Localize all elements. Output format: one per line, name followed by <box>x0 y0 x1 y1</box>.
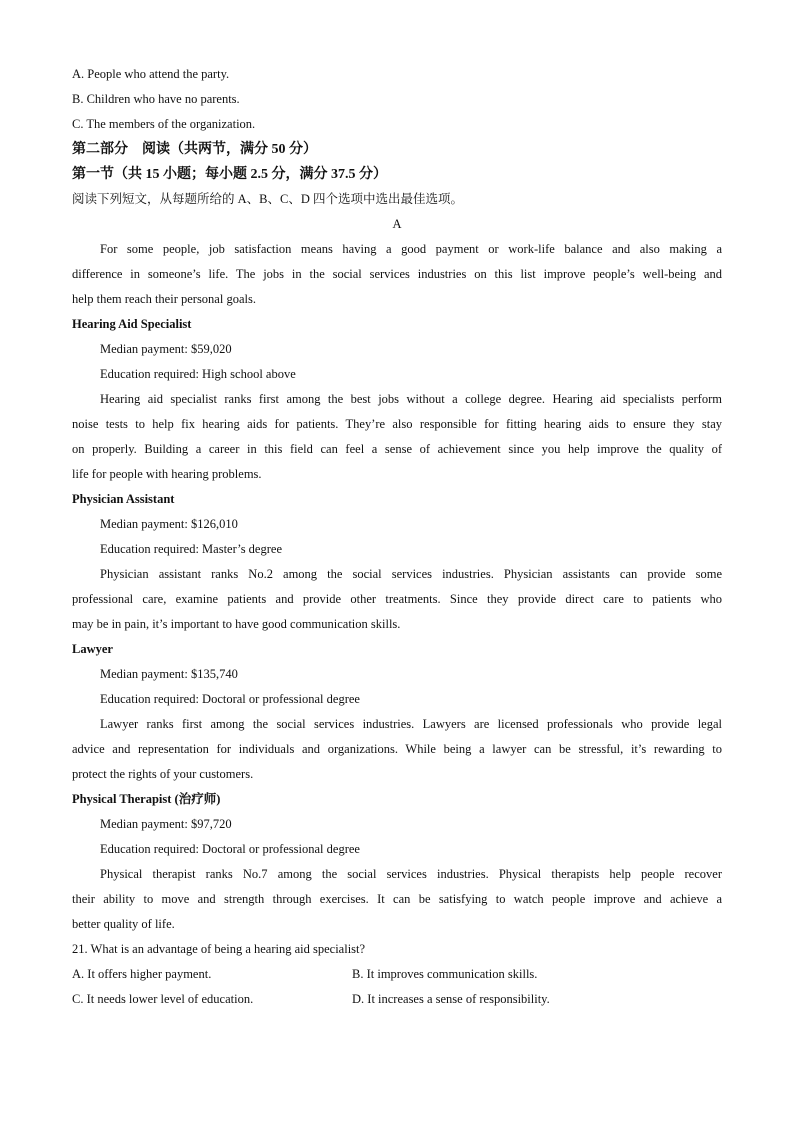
question-options-row <box>72 987 722 1012</box>
option-a: A. It offers higher payment. <box>72 967 212 981</box>
option-c: C. It needs lower level of education. <box>72 992 254 1006</box>
job-desc-line: protect the rights of your customers. <box>72 767 254 781</box>
job-desc-line: better quality of life. <box>72 917 175 931</box>
job-title: Physician Assistant <box>72 492 175 506</box>
part-title: 第二部分 阅读（共两节，满分 50 分） <box>72 142 317 157</box>
question-options-row <box>72 962 722 987</box>
intro-line: help them reach their personal goals. <box>72 292 256 306</box>
question-stem: 21. What is an advantage of being a hearing aid specialist? <box>72 942 366 956</box>
job-desc-line: advice and representation for individuals and organizations. While being a lawyer can be stressful, it’s rewarding to <box>72 742 722 756</box>
instruction: 阅读下列短文，从每题所给的 A、B、C、D 四个选项中选出最佳选项。 <box>72 192 463 206</box>
job-desc-line: Physician assistant ranks No.2 among the social services industries. Physician assistants can provide some <box>100 567 722 581</box>
job-desc-line: Physical therapist ranks No.7 among the social services industries. Physical therapists help people recover <box>100 867 722 881</box>
job-desc-line: their ability to move and strength through exercises. It can be satisfying to watch people improve and achieve a <box>72 892 722 906</box>
prev-option-a: A. People who attend the party. <box>72 67 230 81</box>
job-payment: Median payment: $59,020 <box>100 342 232 356</box>
option-b: B. It improves communication skills. <box>352 967 538 981</box>
job-payment: Median payment: $97,720 <box>100 817 232 831</box>
option-d: D. It increases a sense of responsibility. <box>352 992 550 1006</box>
prev-option-c: C. The members of the organization. <box>72 117 256 131</box>
job-desc-line: on properly. Building a career in this field can feel a sense of achievement since you help improve the quality of <box>72 442 722 456</box>
job-desc-line: noise tests to help fix hearing aids for patients. They’re also responsible for fitting hearing aids to ensure they stay <box>72 417 722 431</box>
prev-option-b: B. Children who have no parents. <box>72 92 240 106</box>
job-desc-line: professional care, examine patients and provide other treatments. Since they provide direct care to patients who <box>72 592 722 606</box>
passage-label: A <box>392 217 402 231</box>
job-education: Education required: Doctoral or professional degree <box>100 842 360 856</box>
job-desc-line: life for people with hearing problems. <box>72 467 262 481</box>
job-title: Physical Therapist (治疗师) <box>72 792 221 806</box>
job-desc-line: may be in pain, it’s important to have good communication skills. <box>72 617 401 631</box>
job-desc-line: Lawyer ranks first among the social services industries. Lawyers are licensed professionals who provide legal <box>100 717 722 731</box>
job-education: Education required: High school above <box>100 367 296 381</box>
section-title: 第一节（共 15 小题；每小题 2.5 分，满分 37.5 分） <box>72 167 387 182</box>
job-desc-line: Hearing aid specialist ranks first among the best jobs without a college degree. Hearing aid specialists perform <box>100 392 722 406</box>
intro-line: difference in someone’s life. The jobs in the social services industries on this list improve people’s well-being and <box>72 267 722 281</box>
job-education: Education required: Doctoral or professional degree <box>100 692 360 706</box>
document-page <box>72 62 722 1012</box>
job-payment: Median payment: $135,740 <box>100 667 238 681</box>
job-title: Hearing Aid Specialist <box>72 317 192 331</box>
job-education: Education required: Master’s degree <box>100 542 282 556</box>
job-payment: Median payment: $126,010 <box>100 517 238 531</box>
job-title: Lawyer <box>72 642 113 656</box>
intro-line: For some people, job satisfaction means having a good payment or work-life balance and also making a <box>100 242 722 256</box>
